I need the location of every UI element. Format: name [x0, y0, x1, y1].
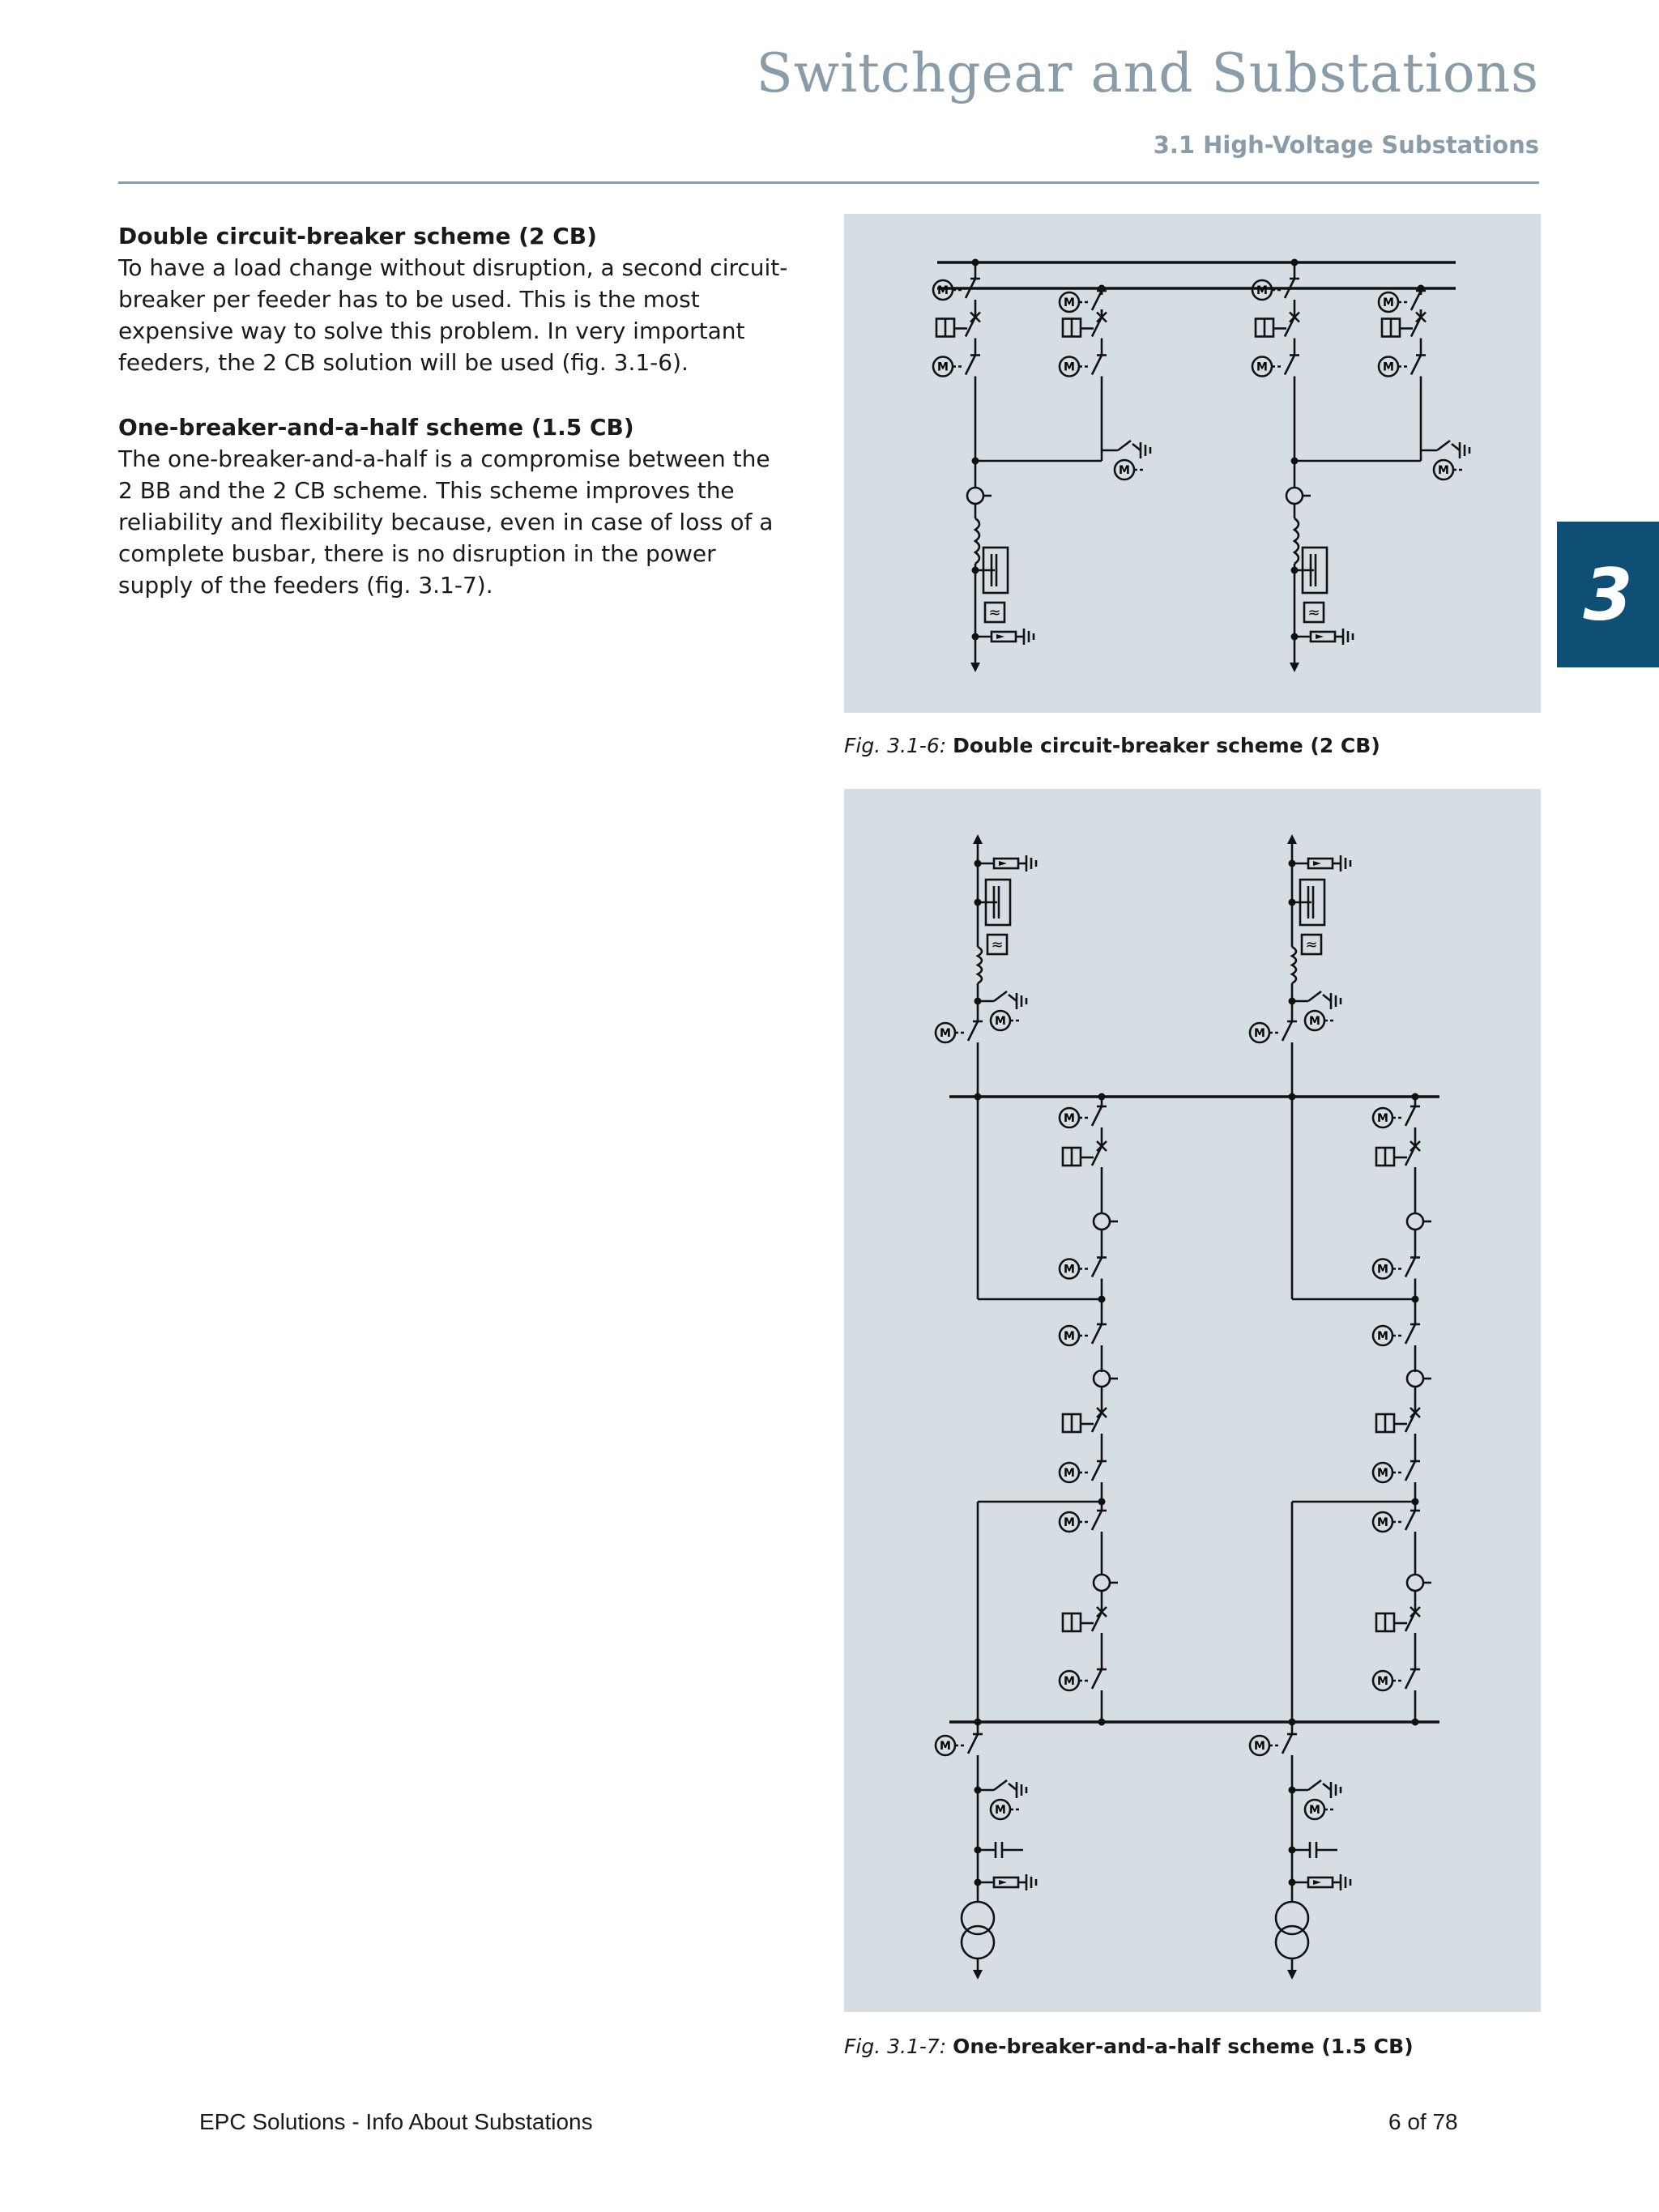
motor-drive-icon: [1373, 1108, 1404, 1127]
svg-text:M: M: [1383, 360, 1394, 374]
junction-dot: [1412, 1719, 1419, 1726]
wire: [968, 1021, 978, 1041]
wire: [1437, 441, 1450, 450]
arrow-icon: [996, 634, 1004, 639]
motor-drive-icon: [1373, 1671, 1404, 1690]
motor-drive-icon: [1252, 280, 1283, 300]
wire: [1285, 356, 1294, 375]
arrow-up-icon: [973, 834, 983, 844]
svg-text:M: M: [1377, 1330, 1388, 1343]
reactor-coil-icon: [1294, 518, 1299, 564]
svg-text:M: M: [1383, 296, 1394, 309]
svg-text:M: M: [1064, 1330, 1075, 1343]
section-15cb: [118, 411, 791, 601]
motor-drive-icon: [1373, 1259, 1404, 1279]
arrow-up-icon: [1287, 834, 1297, 844]
figure-caption: [844, 734, 1380, 757]
wire: [966, 356, 975, 375]
svg-text:M: M: [1377, 1112, 1388, 1125]
motor-drive-icon: [1434, 460, 1465, 479]
arrow-down-icon: [973, 1970, 983, 1980]
motor-drive-icon: [933, 280, 964, 300]
wire: [1405, 1461, 1415, 1481]
motor-drive-icon: [1060, 1259, 1090, 1279]
svg-text:M: M: [1256, 284, 1268, 297]
svg-text:M: M: [995, 1015, 1006, 1028]
motor-drive-icon: [1060, 1512, 1090, 1532]
current-transformer-icon: [967, 488, 983, 504]
svg-text:M: M: [937, 360, 949, 374]
section-2cb: [118, 220, 791, 378]
wire: [1405, 1669, 1415, 1689]
svg-text:M: M: [1119, 464, 1130, 477]
page-number: 6 of 78: [1388, 2109, 1458, 2134]
figure-label: Fig. 3.1-7:: [844, 2035, 947, 2058]
motor-drive-icon: [991, 1011, 1021, 1030]
wire: [1308, 1780, 1321, 1790]
motor-drive-icon: [1060, 1326, 1090, 1345]
arrow-down-icon: [970, 663, 980, 672]
single-line-diagram-2cb: [844, 214, 1541, 713]
wire: [1405, 1106, 1415, 1126]
motor-drive-icon: [1373, 1326, 1404, 1345]
wire: [1323, 995, 1331, 1001]
svg-text:M: M: [1064, 1467, 1075, 1480]
svg-text:M: M: [1256, 360, 1268, 374]
wire: [1405, 1324, 1415, 1344]
power-transformer-icon: [1276, 1926, 1308, 1958]
footer-document-title: EPC Solutions - Info About Substations: [199, 2109, 593, 2134]
wire: [1092, 356, 1102, 375]
wire: [1411, 291, 1421, 310]
wire: [1092, 1258, 1102, 1277]
wire: [1282, 1734, 1292, 1754]
wire: [968, 1734, 978, 1754]
svg-text:M: M: [1377, 1675, 1388, 1688]
wire: [1092, 291, 1102, 310]
wave-symbol-icon: ≈: [1307, 604, 1320, 621]
svg-text:M: M: [1438, 464, 1449, 477]
motor-drive-icon: [1373, 1463, 1404, 1482]
motor-drive-icon: [933, 357, 964, 377]
figure-caption-text: Double circuit-breaker scheme (2 CB): [953, 734, 1380, 757]
svg-text:M: M: [1377, 1516, 1388, 1529]
wire: [1092, 1669, 1102, 1689]
motor-drive-icon: [1060, 1108, 1090, 1127]
svg-text:M: M: [1254, 1027, 1265, 1040]
motor-drive-icon: [1379, 357, 1410, 377]
figure-15cb-diagram: [844, 789, 1541, 2012]
wave-symbol-icon: ≈: [991, 936, 1004, 953]
motor-drive-icon: [1060, 1671, 1090, 1690]
svg-text:M: M: [1064, 1263, 1075, 1276]
svg-text:M: M: [1309, 1804, 1320, 1817]
motor-drive-icon: [1250, 1023, 1281, 1042]
current-transformer-icon: [1094, 1575, 1110, 1591]
section-heading: One-breaker-and-a-half scheme (1.5 CB): [118, 414, 634, 441]
figure-label: Fig. 3.1-6:: [844, 734, 947, 757]
arrow-down-icon: [1290, 663, 1299, 672]
svg-text:M: M: [995, 1804, 1006, 1817]
wire: [1118, 441, 1131, 450]
motor-drive-icon: [1252, 357, 1283, 377]
motor-drive-icon: [1060, 292, 1090, 312]
section-body: The one-breaker-and-a-half is a compromise between the 2 BB and the 2 CB scheme. This scheme improves the reliability and flexibility because, even in case of loss of a complete busbar, there is no disruption in the power supply of the feeders (fig. 3.1-7).: [118, 445, 774, 599]
motor-drive-icon: [1060, 357, 1090, 377]
arrow-down-icon: [1287, 1970, 1297, 1980]
motor-drive-icon: [1305, 1800, 1336, 1819]
current-transformer-icon: [1094, 1213, 1110, 1230]
svg-text:M: M: [937, 284, 949, 297]
figure-caption-text: One-breaker-and-a-half scheme (1.5 CB): [953, 2035, 1414, 2058]
current-transformer-icon: [1407, 1213, 1423, 1230]
wire: [1009, 995, 1017, 1001]
wire: [994, 991, 1007, 1001]
figure-caption: [844, 2035, 1414, 2058]
wire: [1092, 1461, 1102, 1481]
section-heading: Double circuit-breaker scheme (2 CB): [118, 223, 597, 249]
wire: [1132, 444, 1141, 450]
wire: [1323, 1784, 1331, 1790]
page-title: Switchgear and Substations: [756, 42, 1539, 104]
wire: [1092, 1511, 1102, 1530]
wave-symbol-icon: ≈: [1305, 936, 1318, 953]
wire: [994, 1780, 1007, 1790]
figure-2cb-diagram: [844, 214, 1541, 713]
header-divider: [118, 181, 1539, 184]
arrow-icon: [1316, 634, 1324, 639]
arrow-icon: [1313, 1880, 1321, 1885]
wire: [1411, 356, 1421, 375]
wire: [1308, 991, 1321, 1001]
svg-text:M: M: [1064, 1675, 1075, 1688]
section-body: To have a load change without disruption, a second circuit-breaker per feeder has to be used. This is the most expensive way to solve this problem. In very important feeders, the 2 CB solution will be used (fig. 3.1-6).: [118, 254, 788, 376]
motor-drive-icon: [1250, 1736, 1281, 1755]
section-subtitle: 3.1 High-Voltage Substations: [1153, 131, 1539, 159]
motor-drive-icon: [1305, 1011, 1336, 1030]
svg-text:M: M: [940, 1740, 951, 1753]
svg-text:M: M: [1064, 1112, 1075, 1125]
chapter-tab[interactable]: [1557, 522, 1659, 667]
current-transformer-icon: [1407, 1575, 1423, 1591]
arrow-icon: [999, 1880, 1007, 1885]
wire: [1092, 1324, 1102, 1344]
junction-dot: [1098, 1719, 1106, 1726]
wire: [1092, 1106, 1102, 1126]
reactor-coil-icon: [978, 947, 982, 983]
wire: [1282, 1021, 1292, 1041]
motor-drive-icon: [936, 1023, 966, 1042]
wave-symbol-icon: ≈: [988, 604, 1001, 621]
wire: [1405, 1258, 1415, 1277]
svg-text:M: M: [1377, 1467, 1388, 1480]
motor-drive-icon: [1060, 1463, 1090, 1482]
wire: [1452, 444, 1460, 450]
svg-text:M: M: [1377, 1263, 1388, 1276]
arrow-icon: [1313, 861, 1321, 866]
svg-text:M: M: [1309, 1015, 1320, 1028]
motor-drive-icon: [991, 1800, 1021, 1819]
chapter-number: 3: [1583, 552, 1633, 637]
current-transformer-icon: [1094, 1370, 1110, 1387]
current-transformer-icon: [1407, 1370, 1423, 1387]
svg-text:M: M: [1064, 1516, 1075, 1529]
single-line-diagram-15cb: [844, 789, 1541, 2012]
svg-text:M: M: [1064, 360, 1075, 374]
reactor-coil-icon: [1292, 947, 1296, 983]
reactor-coil-icon: [975, 518, 979, 564]
wire: [1009, 1784, 1017, 1790]
svg-text:M: M: [1064, 296, 1075, 309]
wire: [1405, 1511, 1415, 1530]
motor-drive-icon: [936, 1736, 966, 1755]
arrow-icon: [999, 861, 1007, 866]
motor-drive-icon: [1379, 292, 1410, 312]
svg-text:M: M: [1254, 1740, 1265, 1753]
motor-drive-icon: [1115, 460, 1145, 479]
svg-text:M: M: [940, 1027, 951, 1040]
power-transformer-icon: [962, 1926, 994, 1958]
motor-drive-icon: [1373, 1512, 1404, 1532]
current-transformer-icon: [1286, 488, 1303, 504]
